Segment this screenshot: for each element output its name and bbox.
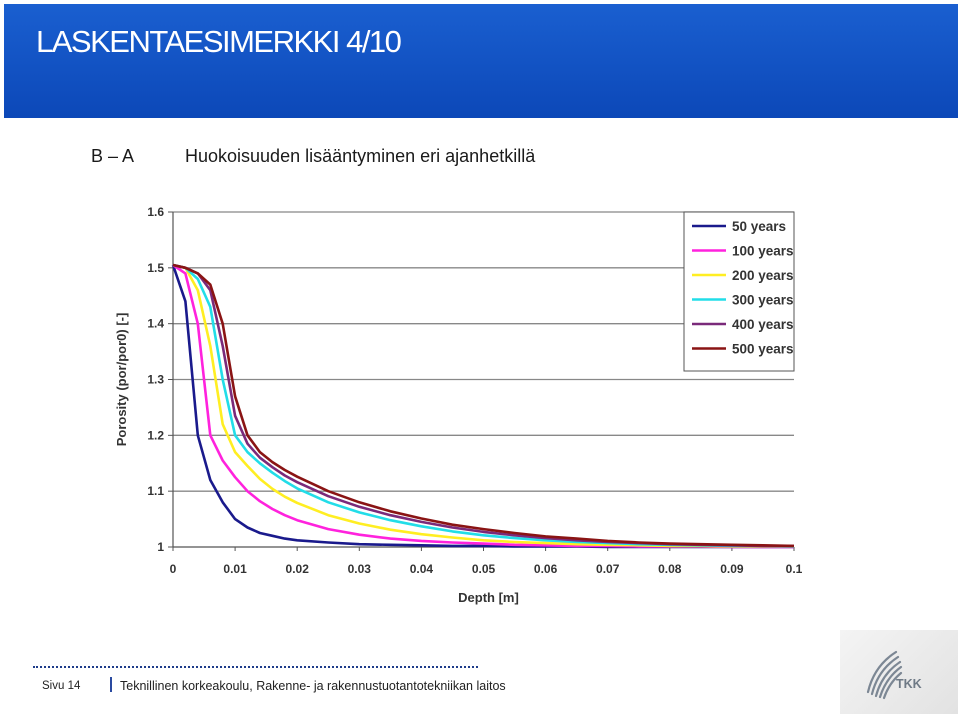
y-tick-label: 1.2 bbox=[147, 428, 164, 443]
footer-page-number: Sivu 14 bbox=[42, 680, 81, 692]
x-tick-label: 0.06 bbox=[533, 562, 558, 576]
legend-label: 300 years bbox=[732, 292, 794, 308]
footer-organization: Teknillinen korkeakoulu, Rakenne- ja rakennustuotantotekniikan laitos bbox=[120, 679, 506, 693]
x-tick-label: 0.01 bbox=[223, 562, 247, 576]
tkk-wing-logo-icon bbox=[840, 630, 958, 714]
x-tick-label: 0.07 bbox=[596, 562, 620, 576]
y-tick-label: 1.3 bbox=[147, 372, 164, 387]
footer-separator bbox=[110, 677, 112, 692]
y-tick-label: 1.5 bbox=[147, 260, 164, 275]
logo-text: TKK bbox=[896, 677, 922, 691]
y-axis-title: Porosity (por/por0) [-] bbox=[114, 312, 129, 447]
x-tick-label: 0.04 bbox=[409, 562, 434, 576]
y-tick-label: 1.1 bbox=[147, 484, 164, 499]
footer-divider bbox=[33, 666, 478, 668]
x-tick-label: 0.08 bbox=[658, 562, 682, 576]
x-axis-title: Depth [m] bbox=[458, 590, 519, 605]
tkk-logo bbox=[840, 630, 958, 714]
x-tick-label: 0.05 bbox=[471, 562, 496, 576]
legend-label: 500 years bbox=[732, 341, 794, 357]
x-tick-label: 0.02 bbox=[285, 562, 309, 576]
x-tick-label: 0.09 bbox=[720, 562, 744, 576]
x-tick-label: 0 bbox=[169, 562, 177, 576]
y-tick-label: 1.4 bbox=[147, 316, 164, 331]
legend-label: 400 years bbox=[732, 317, 794, 332]
legend-label: 100 years bbox=[732, 243, 794, 259]
y-tick-label: 1.6 bbox=[147, 205, 164, 219]
x-tick-label: 0.03 bbox=[347, 562, 371, 576]
slide-title: LASKENTAESIMERKKI 4/10 bbox=[36, 24, 401, 59]
legend-label: 50 years bbox=[732, 219, 787, 234]
chart-heading-title: Huokoisuuden lisääntyminen eri ajanhetkillä bbox=[185, 146, 536, 166]
y-tick-label: 1 bbox=[157, 540, 164, 554]
x-tick-label: 0.1 bbox=[785, 562, 803, 576]
legend-label: 200 years bbox=[732, 268, 794, 283]
chart-case-label: B – A bbox=[91, 146, 135, 166]
